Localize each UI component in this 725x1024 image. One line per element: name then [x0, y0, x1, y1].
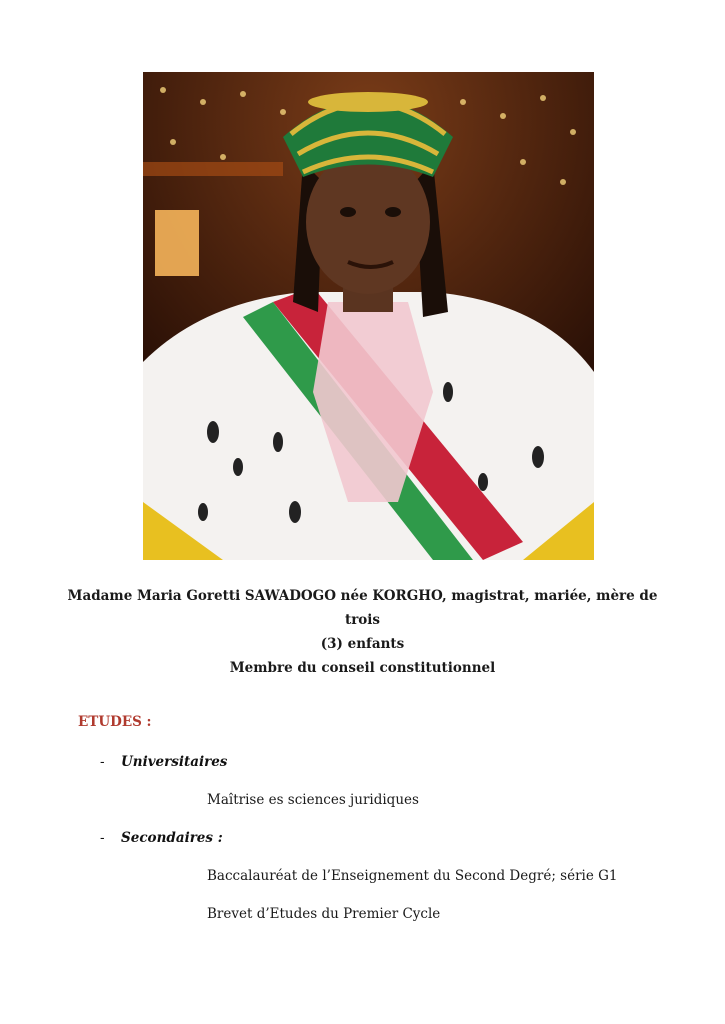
- portrait-illustration: [143, 72, 594, 560]
- bullet-secondaires: [100, 830, 223, 846]
- bullet-label-secondaires: Secondaires :: [121, 830, 223, 846]
- study-item-maitrise: Maîtrise es sciences juridiques: [207, 792, 419, 808]
- bullet-dash: -: [100, 830, 105, 846]
- caption: [60, 584, 665, 680]
- study-item-baccalaureat: Baccalauréat de l’Enseignement du Second Degré; série G1: [207, 868, 618, 884]
- bullet-label-universitaires: Universitaires: [121, 754, 228, 770]
- caption-children-line: (3) enfants: [320, 636, 405, 652]
- caption-name-line: Madame Maria Goretti SAWADOGO née KORGHO, magistrat, mariée, mère de trois: [67, 588, 658, 628]
- caption-role-line: Membre du conseil constitutionnel: [229, 660, 496, 676]
- study-item-brevet: Brevet d’Etudes du Premier Cycle: [207, 906, 441, 922]
- section-title-etudes: ETUDES :: [78, 714, 152, 730]
- portrait-photo: [143, 72, 594, 560]
- bullet-dash: -: [100, 754, 105, 770]
- bullet-universitaires: [100, 754, 227, 770]
